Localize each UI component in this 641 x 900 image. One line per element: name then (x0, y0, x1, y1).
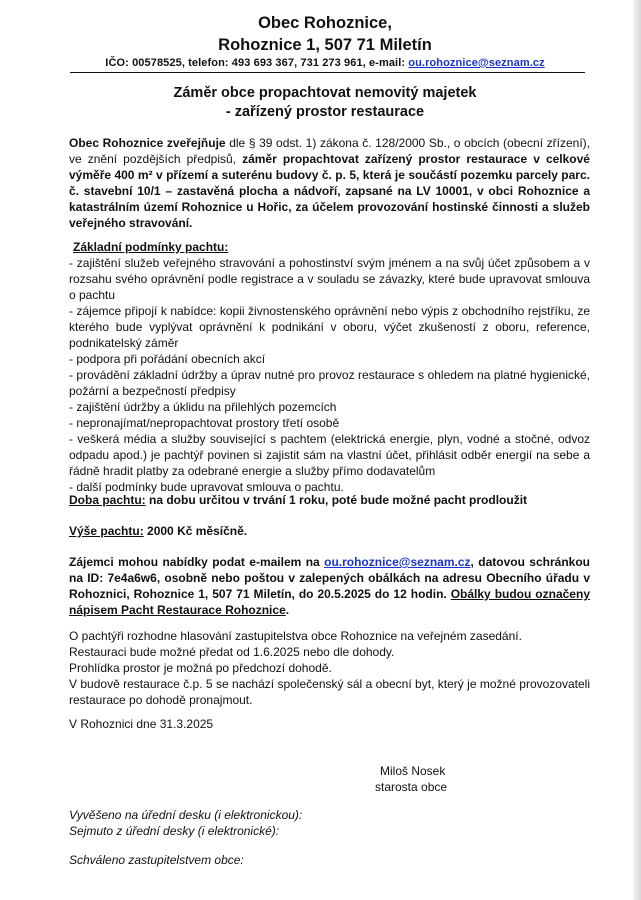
contact-details: IČO: 00578525, telefon: 493 693 367, 731 273 961, e-mail: (105, 57, 409, 69)
removed-record: Sejmuto z úřední desky (i elektronické): (69, 824, 280, 838)
condition-item: - nepronajímat/nepropachtovat prostory třetí osobě (69, 416, 340, 430)
municipality-contact (60, 57, 590, 69)
posted-record: Vyvěšeno na úřední desku (i elektronickou): (69, 808, 303, 822)
note-line: V budově restaurace č.p. 5 se nachází společenský sál a obecní byt, který je možné provozovateli restaurace po dohodě pronajmout. (69, 677, 590, 707)
date-line: V Rohoznici dne 31.3.2025 (69, 717, 214, 731)
intro-publisher: Obec Rohoznice zveřejňuje (69, 136, 226, 150)
offers-end: . (285, 603, 290, 617)
envelope-marking: Obálky budou označeny nápisem Pacht Restaurace Rohoznice (69, 587, 590, 617)
approval-record: Schváleno zastupitelstvem obce: (69, 853, 244, 867)
page-edge-shadow (633, 0, 641, 900)
signatory-role: starosta obce (375, 780, 448, 794)
offers-intro: Zájemci mohou nabídky podat e-mailem na (69, 555, 325, 569)
conditions-heading: Základní podmínky pachtu: (73, 240, 229, 254)
notes-section (69, 628, 590, 708)
offers-details: , datovou schránkou na ID: 7e4a6w6, osobně nebo poštou v zalepených obálkách na adresu Obecního úřadu v Rohoznici, Rohoznice 1, 507 71 Miletín, do 20.5.2025 do 12 hodin. (69, 555, 590, 601)
amount-label: Výše pachtu: (69, 524, 144, 538)
signatory-name: Miloš Nosek (380, 764, 446, 778)
term-label: Doba pachtu: (69, 493, 146, 507)
condition-item: - podpora při pořádání obecních akcí (69, 352, 266, 366)
offers-paragraph (69, 554, 590, 618)
offers-email-link[interactable]: ou.rohoznice@seznam.cz (324, 555, 471, 569)
header-email-link[interactable]: ou.rohoznice@seznam.cz (408, 57, 545, 69)
condition-item: - zájemce připojí k nabídce: kopii živnostenského oprávnění nebo výpis z obchodního rejstříku, ze kterého bude vyplývat oprávnění k podnikání v oboru, výčet zkušeností z oboru, reference, podnikatelský záměr (69, 304, 590, 350)
condition-item: - zajištění služeb veřejného stravování a pohostinství svým jménem a na svůj účet způsobem a v rozsahu svého oprávnění podle registrace a v souladu se závazky, které bude upravovat smlouva o pachtu (69, 256, 590, 302)
intro-intent: záměr propachtovat zařízený prostor restaurace v celkové výměře 400 m² v přízemí a suterénu budovy č. p. 5, která je součástí pozemku parcely parc. č. stavební 10/1 – zastavěná plocha a nádvoří, zapsané na LV 10001, v obci Rohoznice a katastrálním území Rohoznice u Hořic, za účelem provozování hostinské činnosti a služeb veřejného stravování. (69, 152, 590, 230)
intro-paragraph (69, 135, 590, 231)
conditions-section (69, 239, 590, 495)
amount-line (69, 523, 590, 539)
condition-item: - veškerá média a služby související s pachtem (elektrická energie, plyn, vodné a stočné, odvoz odpadu apod.) je pachtýř povinen si zajistit sám na vlastní účet, přihlásit odběr energií na sebe a řádně hradit platby za odebrané energie a služby přímo dodavatelům (69, 432, 590, 478)
note-line: O pachtýři rozhodne hlasování zastupitelstva obce Rohoznice na veřejném zasedání. (69, 629, 522, 643)
condition-item: - další podmínky bude upravovat smlouva o pachtu. (69, 480, 344, 494)
posting-records (69, 807, 590, 839)
condition-item: - zajištění údržby a úklidu na přilehlých pozemcích (69, 400, 337, 414)
note-line: Prohlídka prostor je možná po předchozí dohodě. (69, 661, 332, 675)
conditions-list (69, 255, 590, 495)
header-divider (70, 72, 585, 73)
municipality-name: Obec Rohoznice, (258, 14, 392, 32)
document-subtitle: - zařízený prostor restaurace (225, 104, 425, 120)
condition-item: - provádění základní údržby a úprav nutné pro provoz restaurace s ohledem na platné hygienické, požární a bezpečností předpisy (69, 368, 590, 398)
amount-value: 2000 Kč měsíčně. (143, 524, 248, 538)
signature-block (375, 763, 447, 795)
note-line: Restauraci bude možné předat od 1.6.2025 nebo dle dohody. (69, 645, 395, 659)
term-line (69, 492, 590, 508)
term-value: na dobu určitou v trvání 1 roku, poté bude možné pacht prodloužit (145, 493, 528, 507)
municipality-address: Rohoznice 1, 507 71 Miletín (218, 36, 432, 54)
document-title: Záměr obce propachtovat nemovitý majetek (173, 85, 477, 101)
intro-legal-basis: dle § 39 odst. 1) zákona č. 128/2000 Sb., o obcích (obecní zřízení), ve znění pozdějších předpisů, (69, 136, 590, 166)
